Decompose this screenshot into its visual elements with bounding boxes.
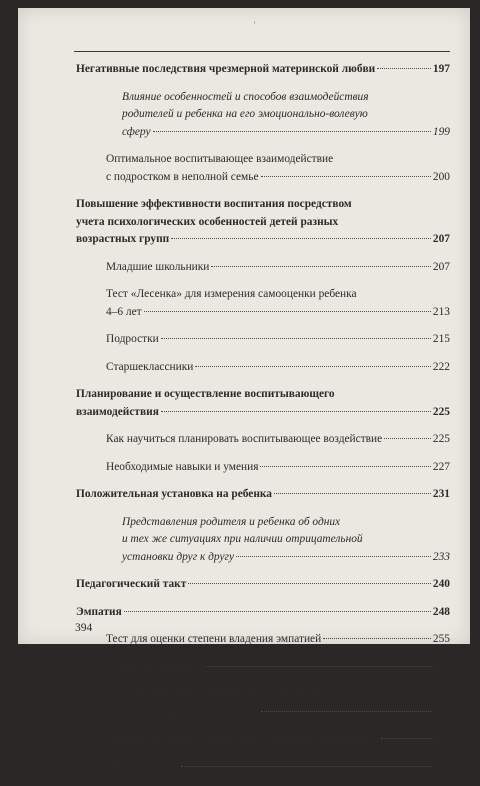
toc-entry [106, 286, 450, 321]
toc-entry-title: Как научиться планировать воспитывающее воздействие [106, 433, 383, 445]
toc-entry-last-line [76, 486, 450, 504]
toc-entry-last-line [106, 631, 450, 649]
toc-entry-line: Тест «Лесенка» для измерения самооценки ребенка [106, 288, 357, 300]
dot-leader [161, 338, 431, 339]
toc-entry-last-line [106, 304, 450, 322]
toc-entry-last-line [106, 169, 450, 187]
toc-entry-line: Влияние особенностей и способов взаимодействия [122, 90, 369, 103]
toc-page-number: 255 [432, 633, 450, 645]
toc-entry-title: Старшеклассники [106, 360, 194, 373]
toc-entry-title: Младшие школьники [106, 260, 210, 273]
toc-entry-line: Планирование и осуществление воспитывающего [76, 388, 335, 400]
toc-entry-last-line [76, 576, 450, 594]
dot-leader [181, 766, 431, 767]
dot-leader [161, 411, 431, 412]
toc-entry [106, 359, 450, 377]
dot-leader [260, 466, 430, 467]
toc-page-number: 213 [432, 305, 450, 318]
dot-leader [195, 366, 431, 367]
toc-entry-title: сферу [122, 125, 151, 138]
toc-entry-title: Необходимые навыки и умения [106, 460, 259, 473]
toc-entry-line: Повышение эффективности воспитания посредством [76, 198, 352, 210]
dot-leader [144, 311, 431, 312]
toc-entry-last-line [76, 404, 450, 422]
toc-entry-last-line [106, 259, 450, 277]
toc-entry-last-line [76, 61, 450, 79]
toc-page-number: 240 [432, 578, 450, 590]
corner-mark: ’ [253, 20, 256, 30]
toc-page-number: 197 [432, 63, 450, 75]
toc-page-number: 227 [432, 460, 450, 473]
toc-entry-last-line [106, 759, 450, 777]
toc-page-number: 222 [432, 360, 450, 373]
toc-page-number: 267 [432, 760, 450, 773]
toc-entry-last-line [106, 359, 450, 377]
toc-entry [76, 386, 450, 421]
toc-entry-title: Методы усиления убеждающего воздействие на ребенка [106, 733, 380, 745]
toc-entry [106, 431, 450, 449]
toc-page-number: 231 [432, 488, 450, 500]
toc-entry-last-line [76, 231, 450, 249]
toc-entry-title: 4–6 лет [106, 305, 142, 318]
dot-leader [261, 711, 431, 712]
toc-entry [106, 759, 450, 777]
toc-entry [76, 486, 450, 504]
toc-entry-last-line [106, 659, 450, 677]
toc-entry-last-line [106, 331, 450, 349]
toc-entry-title: Семейные тренинги [106, 660, 204, 673]
dot-leader [171, 238, 431, 239]
toc-page-number: 261 [432, 705, 450, 718]
toc-page-number: 248 [432, 605, 450, 618]
toc-page-number: 262 [432, 733, 450, 745]
toc-entry-title: Негативные последствия чрезмерной материнской любви [76, 63, 376, 75]
toc-entry [76, 604, 450, 622]
toc-entry-last-line [76, 604, 450, 622]
toc-page-number: 199 [432, 125, 450, 138]
toc-entry-line: учета психологических особенностей детей разных [76, 215, 339, 228]
toc-entry-last-line [122, 549, 450, 567]
dot-leader [377, 68, 431, 69]
dot-leader [153, 131, 431, 132]
dot-leader [188, 583, 431, 584]
toc-entry-last-line [106, 731, 450, 749]
toc-entry [76, 61, 450, 79]
toc-entry-line: Представления родителя и ребенка об одних [122, 515, 341, 528]
toc-page-number: 225 [432, 433, 450, 445]
dot-leader [381, 738, 431, 739]
toc-entry [122, 686, 450, 721]
toc-page-number: 233 [432, 550, 450, 563]
dot-leader [206, 666, 431, 667]
page-number: 394 [75, 622, 93, 634]
toc-page-number: 259 [432, 660, 450, 673]
dot-leader [124, 611, 431, 612]
dot-leader [211, 266, 431, 267]
toc-entry-title: Педагогический такт [76, 578, 187, 590]
toc-page-number: 200 [432, 170, 450, 183]
toc-page-number: 207 [432, 233, 450, 245]
toc-entry [76, 196, 450, 249]
toc-entry [106, 151, 450, 186]
toc-entry-title: с подростком в неполной семье [106, 170, 259, 183]
table-of-contents [76, 61, 450, 786]
toc-entry-last-line [106, 459, 450, 477]
toc-entry [106, 259, 450, 277]
toc-page-number: 207 [432, 260, 450, 273]
toc-entry [106, 631, 450, 649]
dot-leader [384, 438, 431, 439]
toc-entry [106, 659, 450, 677]
toc-entry-title: лавирования и партнерства [122, 705, 259, 718]
toc-entry [122, 89, 450, 142]
toc-entry [122, 514, 450, 567]
dot-leader [261, 176, 431, 177]
header-rule [74, 51, 450, 52]
toc-entry-line: Особенности решения проблем при помощи [122, 688, 335, 700]
toc-entry-title: Подростки [106, 333, 159, 345]
toc-entry-title: Эмпатия [76, 605, 122, 618]
dot-leader [323, 638, 431, 639]
toc-entry [76, 576, 450, 594]
dot-leader [274, 493, 431, 494]
toc-entry-last-line [106, 431, 450, 449]
toc-entry-title: Тест для оценки степени владения эмпатией [106, 633, 322, 645]
dot-leader [236, 556, 431, 557]
toc-entry [106, 731, 450, 749]
toc-entry-title: установки друг к другу [122, 550, 235, 563]
toc-entry-title: Положительная установка на ребенка [76, 488, 272, 500]
toc-page-number: 215 [432, 333, 450, 345]
toc-entry-title: Метод Сократа [106, 760, 180, 773]
toc-entry-title: взаимодействия [76, 405, 159, 418]
toc-entry-line: Оптимальное воспитывающее взаимодействие [106, 153, 334, 165]
toc-entry-last-line [122, 704, 450, 722]
toc-entry [106, 459, 450, 477]
toc-entry-line: родителей и ребенка на его эмоционально-волевую [122, 108, 368, 120]
toc-page-number: 225 [432, 405, 450, 418]
book-page [18, 8, 470, 773]
toc-entry-line: и тех же ситуациях при наличии отрицательной [122, 533, 363, 545]
toc-entry-last-line [122, 124, 450, 142]
toc-entry-title: возрастных групп [76, 233, 170, 245]
toc-entry [106, 331, 450, 349]
